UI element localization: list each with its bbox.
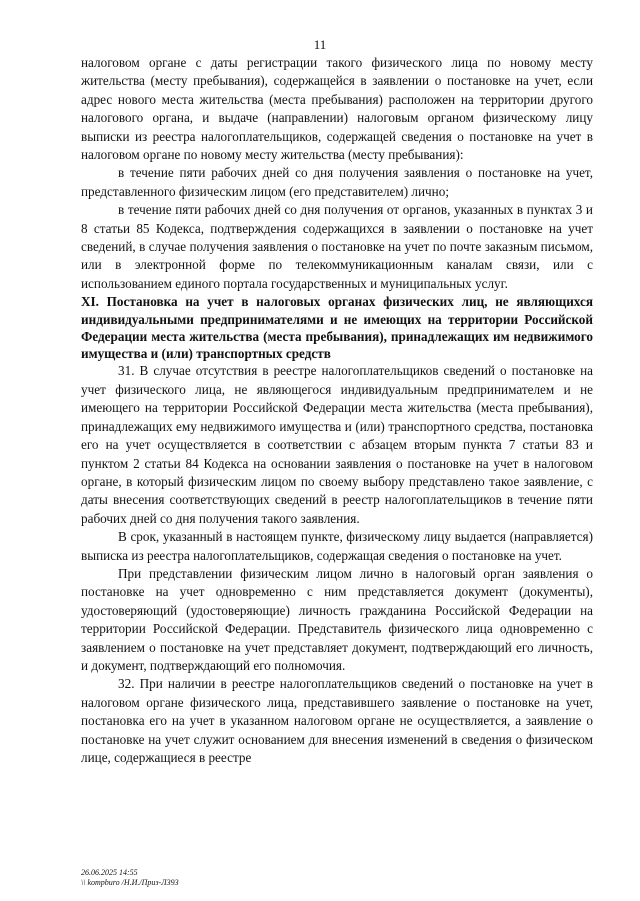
clause-32-paragraph: 32. При наличии в реестре налогоплательщиков сведений о постановке на учет в налоговом органе физического лица, представившего заявление о постановке на учет, постановка его на учет в указанном налоговом органе не осуществляется, а заявление о постановке на учет служит основанием для внесения изменений в сведения о физическом лице, содержащиеся в реестре bbox=[81, 676, 593, 765]
body-paragraph: налоговом органе с даты регистрации такого физического лица по новому месту жительства (месту пребывания), содержащейся в заявлении о постановке на учет, если адрес нового места жительства (места пребывания) расположен на территории другого налогового органа, и выдаче (направлении) налоговым органом физическому лицу выписки из реестра налогоплательщиков, содержащей сведения о постановке на учет в налоговом органе по новому месту жительства (месту пребывания): bbox=[81, 55, 593, 163]
footer-file-path: \\ kompburo /Н.И./Приз-Л393 bbox=[81, 878, 179, 887]
section-heading: XI. Постановка на учет в налоговых органах физических лиц, не являющихся индивидуальными предпринимателями и не имеющих на территории Российской Федерации места жительства (места пребывания), принадлежащих им недвижимого имущества и (или) транспортных средств bbox=[81, 294, 593, 362]
body-paragraph: в течение пяти рабочих дней со дня получения от органов, указанных в пунктах 3 и 8 статьи 85 Кодекса, подтверждения содержащихся в заявлении о постановке на учет сведений, в случае получения заявления о постановке на учет по почте заказным письмом, или в электронной форме по телекоммуникационным каналам связи, или с использованием единого портала государственных и муниципальных услуг. bbox=[81, 202, 593, 291]
body-paragraph: При представлении физическим лицом лично в налоговый орган заявления о постановке на учет одновременно с ним представляется документ (документы), удостоверяющий (удостоверяющие) личность гражданина Российской Федерации на территории Российской Федерации. Представитель физического лица одновременно с заявлением о постановке на учет представляет документ, подтверждающий его личность, и документ, подтверждающий его полномочия. bbox=[81, 565, 593, 673]
body-paragraph: В срок, указанный в настоящем пункте, физическому лицу выдается (направляется) выписка из реестра налогоплательщиков, содержащая сведения о постановке на учет. bbox=[81, 529, 593, 563]
page-number: 11 bbox=[313, 37, 327, 52]
document-footer bbox=[81, 868, 179, 888]
footer-timestamp: 26.06.2025 14:55 bbox=[81, 868, 138, 877]
document-body bbox=[81, 54, 593, 767]
body-paragraph: в течение пяти рабочих дней со дня получения заявления о постановке на учет, представленного физическим лицом (его представителем) лично; bbox=[81, 165, 593, 199]
clause-31-paragraph: 31. В случае отсутствия в реестре налогоплательщиков сведений о постановке на учет физического лица, не являющегося индивидуальным предпринимателем и не имеющего на территории Российской Федерации места жительства (места пребывания), принадлежащих ему недвижимого имущества и (или) транспортного средства, постановка его на учет осуществляется в соответствии с абзацем вторым пункта 7 статьи 83 и пунктом 2 статьи 84 Кодекса на основании заявления о постановке на учет в налоговом органе, в который физическим лицом по своему выбору представлено такое заявление, с даты внесения соответствующих сведений в реестр налогоплательщиков в течение пяти рабочих дней со дня получения такого заявления. bbox=[81, 363, 593, 526]
